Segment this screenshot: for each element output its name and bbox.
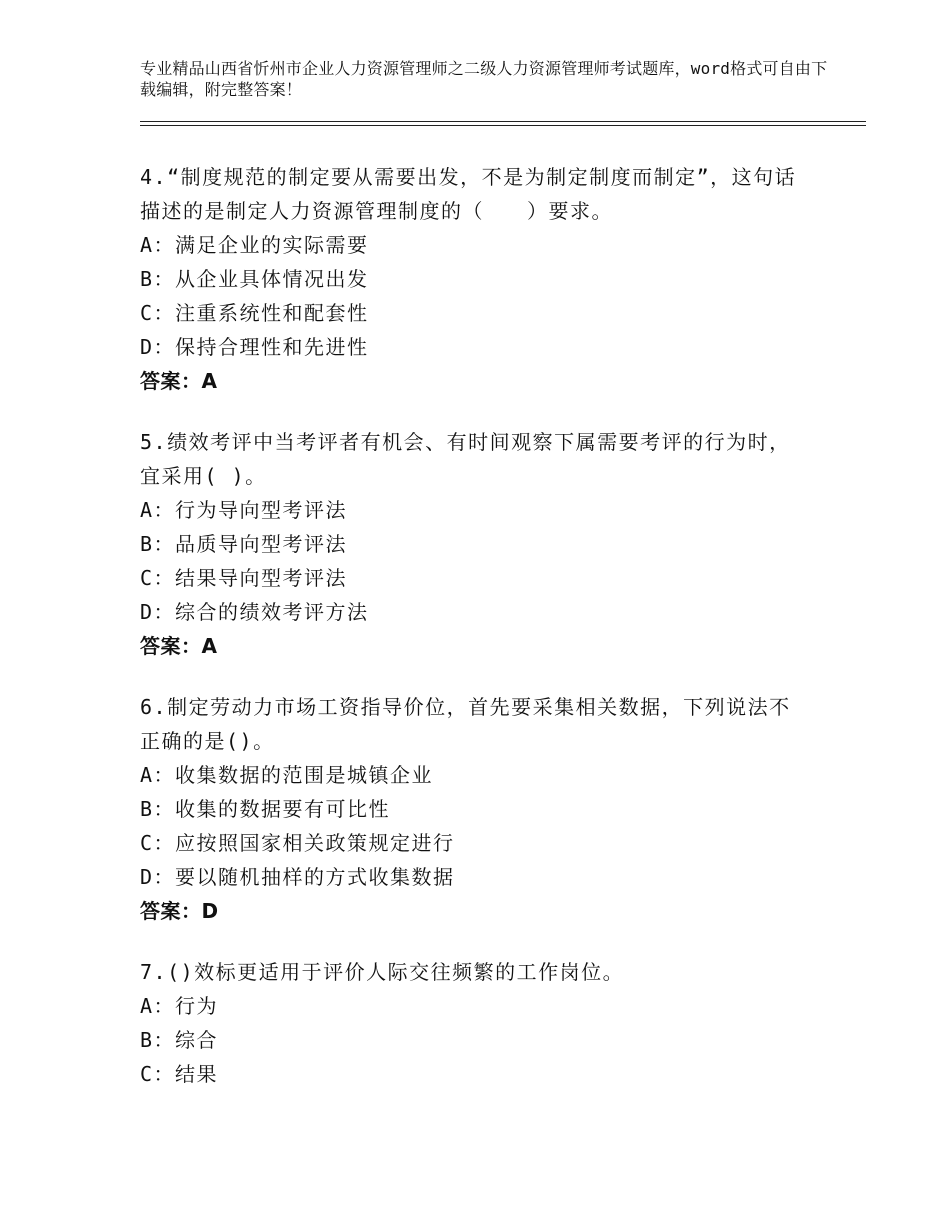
option-c: C：应按照国家相关政策规定进行: [140, 831, 455, 855]
option-b: B：从企业具体情况出发: [140, 267, 369, 291]
option-d: D：综合的绩效考评方法: [140, 600, 369, 624]
option-a: A：行为导向型考评法: [140, 498, 348, 522]
option-c: C：注重系统性和配套性: [140, 301, 369, 325]
answer-label: 答案：A: [140, 634, 218, 658]
option-b: B：收集的数据要有可比性: [140, 797, 391, 821]
option-c: C：结果: [140, 1062, 219, 1086]
option-c: C：结果导向型考评法: [140, 566, 348, 590]
option-a: A：行为: [140, 994, 219, 1018]
header-divider-top: [140, 121, 866, 122]
question-6: [140, 690, 810, 928]
question-stem: 7.()效标更适用于评价人际交往频繁的工作岗位。: [140, 960, 625, 984]
question-stem: 4.“制度规范的制定要从需要出发，不是为制定制度而制定”，这句话描述的是制定人力资源管理制度的（ ）要求。: [140, 165, 797, 223]
answer-label: 答案：A: [140, 369, 218, 393]
option-b: B：综合: [140, 1028, 219, 1052]
option-a: A：满足企业的实际需要: [140, 233, 369, 257]
question-7: [140, 955, 810, 1091]
header-divider-bottom: [140, 125, 866, 126]
document-header: 专业精品山西省忻州市企业人力资源管理师之二级人力资源管理师考试题库，word格式可自由下载编辑，附完整答案！: [140, 59, 828, 99]
option-a: A：收集数据的范围是城镇企业: [140, 763, 434, 787]
question-list: [140, 160, 810, 1118]
answer-label: 答案：D: [140, 899, 219, 923]
question-stem: 5.绩效考评中当考评者有机会、有时间观察下属需要考评的行为时，宜采用( )。: [140, 430, 791, 488]
question-4: [140, 160, 810, 398]
option-d: D：保持合理性和先进性: [140, 335, 369, 359]
question-5: [140, 425, 810, 663]
option-b: B：品质导向型考评法: [140, 532, 348, 556]
question-stem: 6.制定劳动力市场工资指导价位，首先要采集相关数据，下列说法不正确的是()。: [140, 695, 791, 753]
option-d: D：要以随机抽样的方式收集数据: [140, 865, 455, 889]
